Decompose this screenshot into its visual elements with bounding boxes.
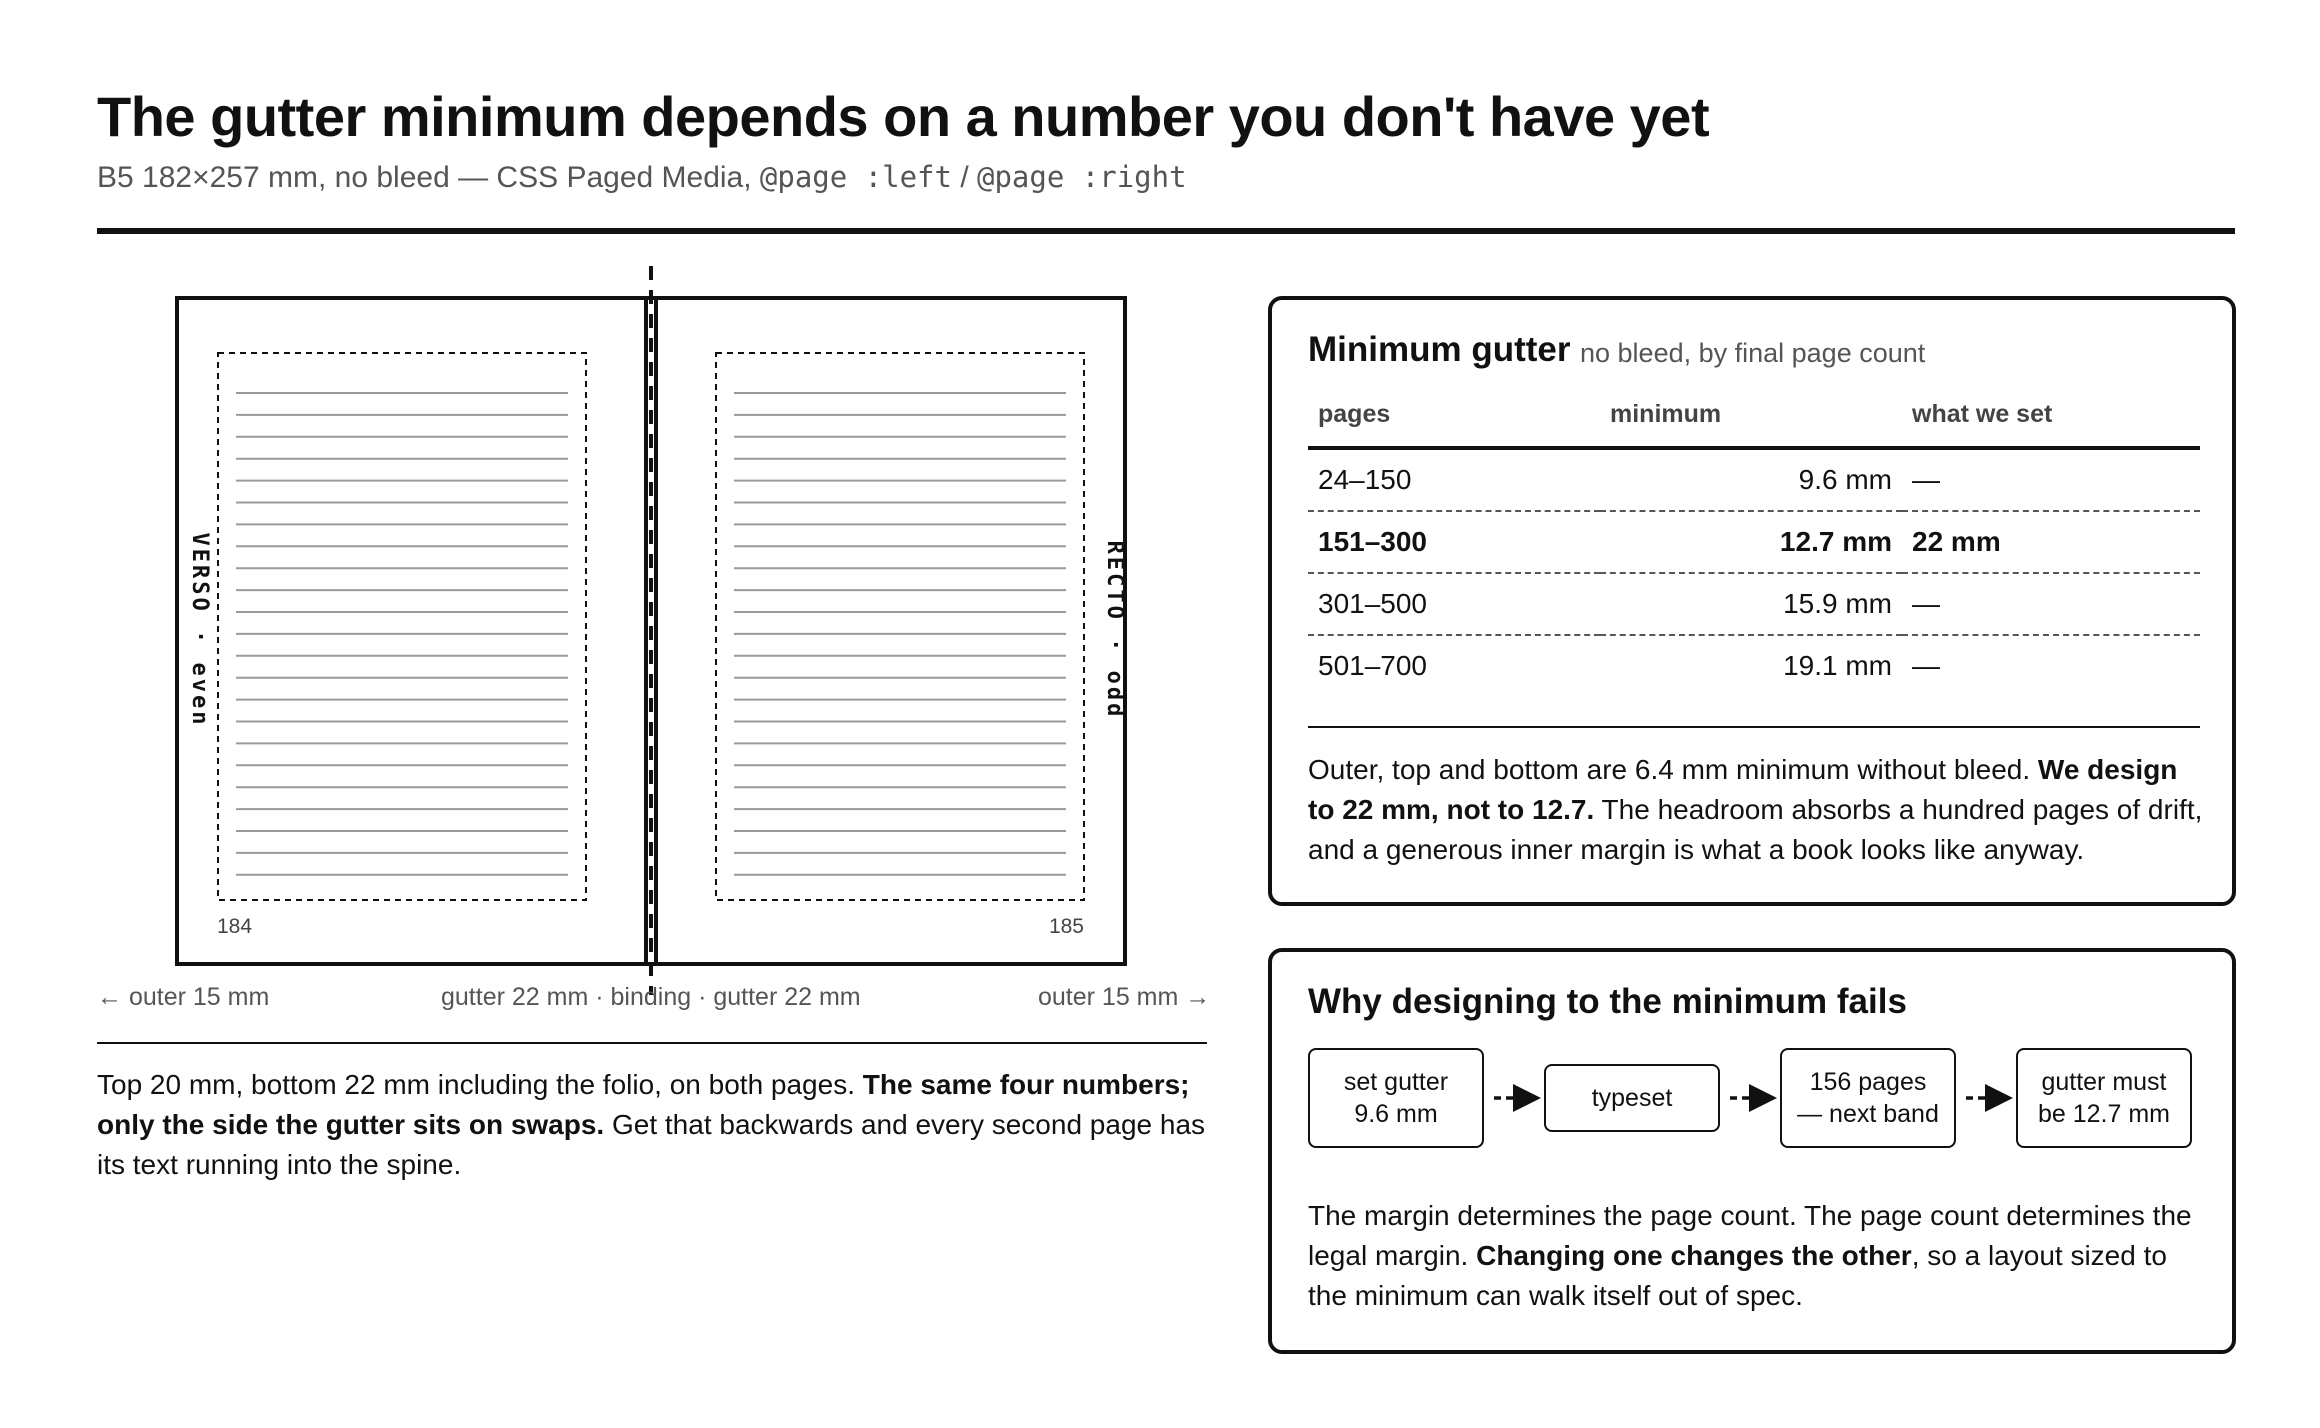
gutter-table [1308, 400, 2200, 696]
minimum-fails-card [1268, 948, 2236, 1354]
verso-folio: 184 [217, 915, 253, 938]
cell-minimum: 15.9 mm [1600, 573, 1902, 635]
flow-step-line: set gutter [1343, 1068, 1449, 1096]
minimum-gutter-card [1268, 296, 2236, 906]
card-note-text-end: The headroom absorbs a hundred pages of drift, and a generous inner margin is what a book looks like anyway. [1308, 794, 2203, 865]
spread-note-text: Top 20 mm, bottom 22 mm including the folio, on both pages. [97, 1069, 863, 1100]
outer-right-label: outer 15 mm → [1038, 983, 1211, 1011]
card-note-text: The margin determines the page count. The page count determines the legal margin. [1308, 1200, 2192, 1271]
card-rule [1308, 726, 2200, 728]
card-note [1308, 750, 2208, 870]
page-title: The gutter minimum depends on a number you don't have yet [97, 85, 1710, 148]
card-note-text: Outer, top and bottom are 6.4 mm minimum without bleed. [1308, 754, 2038, 785]
flow-step-line: be 12.7 mm [2037, 1100, 2170, 1128]
card-note-emphasis: Changing one changes the other [1476, 1240, 1912, 1271]
table-row-highlighted [1308, 511, 2200, 573]
table-row [1308, 635, 2200, 696]
flow-step-line: 9.6 mm [1354, 1100, 1438, 1128]
gutter-binding-label: gutter 22 mm · binding · gutter 22 mm [441, 983, 861, 1011]
flow-step-typeset [1544, 1064, 1720, 1132]
card-aside: no bleed, by final page count [1580, 338, 1926, 368]
recto-label: RECTO · odd [1102, 540, 1127, 720]
cell-pages: 151–300 [1308, 511, 1600, 573]
flow-step-line: typeset [1591, 1084, 1673, 1112]
cell-set: — [1912, 650, 1940, 681]
cell-pages: 301–500 [1308, 573, 1600, 635]
cell-set: — [1902, 448, 2200, 511]
recto-folio: 185 [1048, 915, 1084, 938]
subtitle-text: B5 182×257 mm, no bleed — CSS Paged Media, [97, 161, 752, 194]
flow-step-set-gutter [1308, 1048, 1484, 1148]
card-note-text-end: , so a layout sized to the minimum can walk itself out of spec. [1308, 1240, 2167, 1311]
column-header-set: what we set [1902, 400, 2200, 448]
verso-label: VERSO · even [187, 532, 212, 728]
book-spread-diagram [0, 0, 1240, 1000]
flow-step-line: gutter must [2041, 1068, 2167, 1096]
card-note [1308, 1196, 2208, 1316]
subtitle-code-left: @page :left [759, 160, 952, 194]
card-note-emphasis: We design to 22 mm, not to 12.7. [1308, 754, 2178, 825]
cell-minimum: 19.1 mm [1783, 650, 1892, 681]
column-header-minimum: minimum [1600, 400, 1902, 448]
outer-left-label: ← outer 15 mm [97, 983, 270, 1011]
spread-note [97, 1065, 1207, 1185]
cell-minimum: 12.7 mm [1600, 511, 1902, 573]
cell-pages: 501–700 [1318, 650, 1428, 681]
flow-step-line: — next band [1797, 1100, 1939, 1128]
subtitle-separator: / [960, 161, 969, 194]
column-header-pages: pages [1308, 400, 1600, 448]
table-row [1308, 448, 2200, 511]
spread-rule [97, 1042, 1207, 1044]
card-title: Minimum gutter [1308, 330, 1571, 369]
table-row [1308, 573, 2200, 635]
flow-step-page-count [1780, 1048, 1956, 1148]
cell-pages: 24–150 [1308, 448, 1600, 511]
flow-step-gutter-must [2016, 1048, 2192, 1148]
cell-set: 22 mm [1902, 511, 2200, 573]
spread-note-emphasis: The same four numbers; only the side the gutter sits on swaps. [97, 1069, 1190, 1140]
spread-note-text-end: Get that backwards and every second page has its text running into the spine. [97, 1109, 1206, 1180]
table-header-row [1308, 400, 2200, 448]
cell-minimum: 9.6 mm [1600, 448, 1902, 511]
flow-step-line: 156 pages [1809, 1068, 1927, 1096]
cell-set: — [1902, 573, 2200, 635]
card-title: Why designing to the minimum fails [1308, 982, 1907, 1021]
subtitle-code-right: @page :right [977, 160, 1187, 194]
